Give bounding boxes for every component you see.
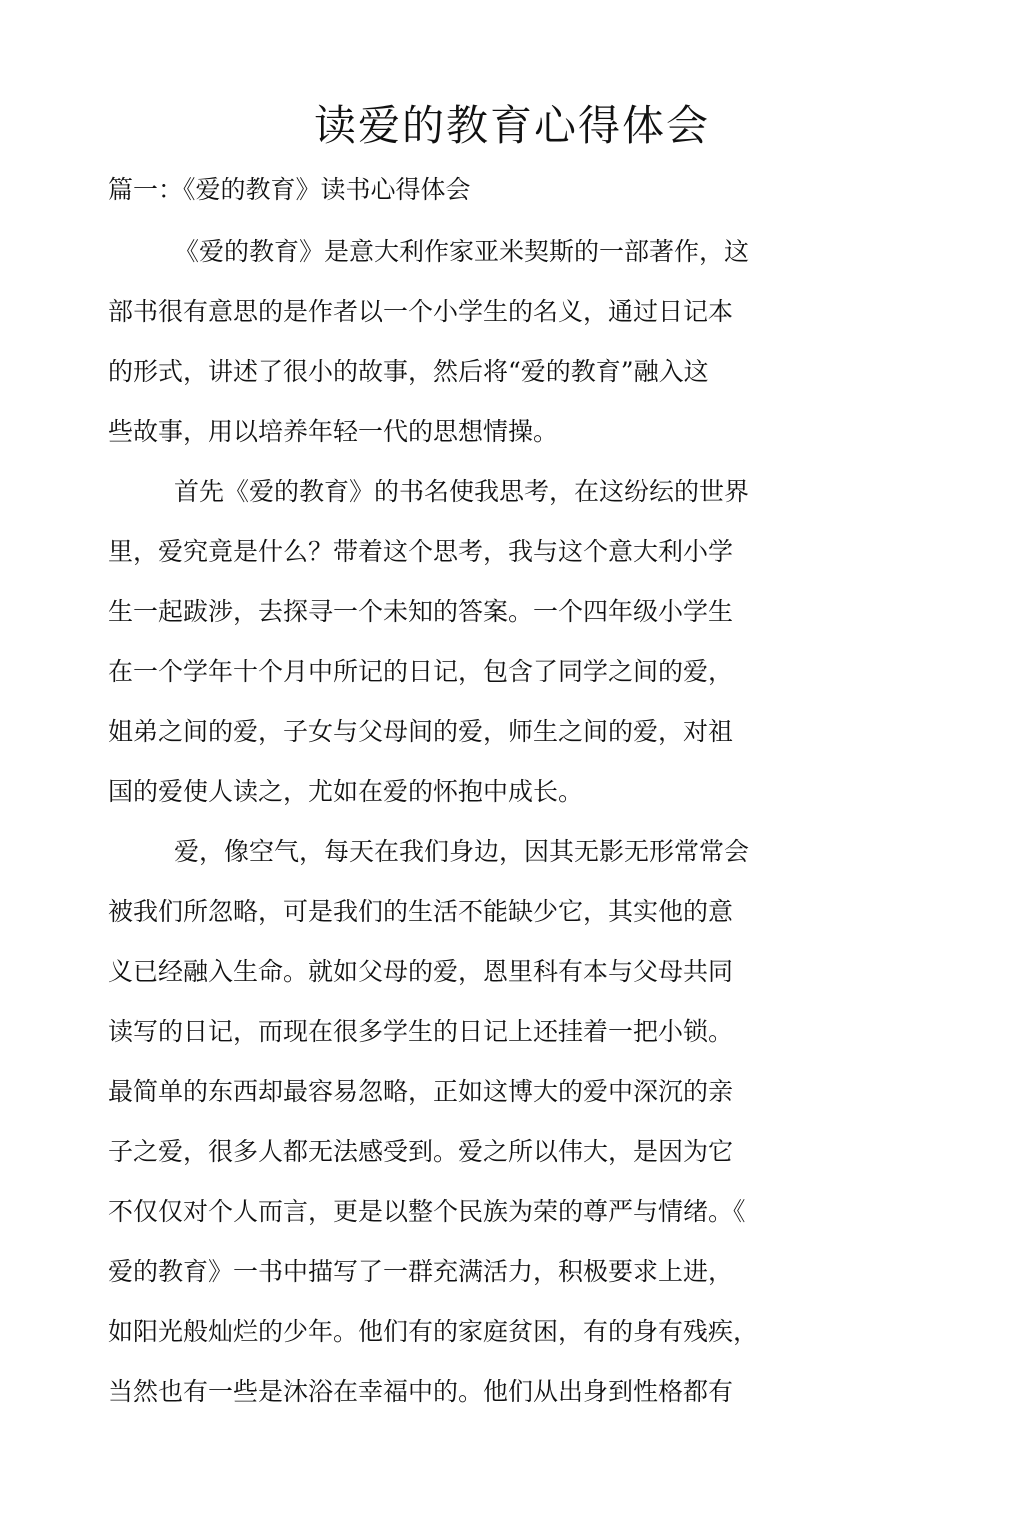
paragraph-2 bbox=[108, 462, 928, 822]
text-line: 部书很有意思的是作者以一个小学生的名义，通过日记本 bbox=[108, 297, 734, 326]
text-line: 《爱的教育》是意大利作家亚米契斯的一部著作，这 bbox=[174, 237, 750, 266]
text-line: 国的爱使人读之，尤如在爱的怀抱中成长。 bbox=[108, 777, 584, 806]
text-line: 子之爱，很多人都无法感受到。爱之所以伟大，是因为它 bbox=[108, 1137, 734, 1166]
text-line: 在一个学年十个月中所记的日记，包含了同学之间的爱， bbox=[108, 657, 734, 686]
text-line: 姐弟之间的爱，子女与父母间的爱，师生之间的爱，对祖 bbox=[108, 717, 734, 746]
paragraph-3 bbox=[108, 822, 928, 1422]
text-line: 的形式，讲述了很小的故事，然后将“爱的教育”融入这 bbox=[108, 357, 709, 386]
text-line: 爱，像空气，每天在我们身边，因其无影无形常常会 bbox=[174, 837, 750, 866]
text-line: 不仅仅对个人而言，更是以整个民族为荣的尊严与情绪。《 bbox=[108, 1197, 746, 1226]
document-title: 读爱的教育心得体会 bbox=[313, 101, 710, 150]
body-text bbox=[108, 222, 928, 1422]
section-heading: 篇一：《爱的教育》读书心得体会 bbox=[108, 175, 471, 204]
text-line: 义已经融入生命。就如父母的爱，恩里科有本与父母共同 bbox=[108, 957, 734, 986]
text-line: 爱的教育》一书中描写了一群充满活力，积极要求上进， bbox=[108, 1257, 734, 1286]
text-line: 最简单的东西却最容易忽略，正如这博大的爱中深沉的亲 bbox=[108, 1077, 734, 1106]
text-line: 如阳光般灿烂的少年。他们有的家庭贫困，有的身有残疾， bbox=[108, 1317, 759, 1346]
text-line: 些故事，用以培养年轻一代的思想情操。 bbox=[108, 417, 559, 446]
paragraph-1 bbox=[108, 222, 928, 462]
text-line: 生一起跋涉，去探寻一个未知的答案。一个四年级小学生 bbox=[108, 597, 734, 626]
text-line: 读写的日记，而现在很多学生的日记上还挂着一把小锁。 bbox=[108, 1017, 734, 1046]
text-line: 被我们所忽略，可是我们的生活不能缺少它，其实他的意 bbox=[108, 897, 734, 926]
text-line: 当然也有一些是沐浴在幸福中的。他们从出身到性格都有 bbox=[108, 1377, 734, 1406]
text-line: 首先《爱的教育》的书名使我思考，在这纷纭的世界 bbox=[174, 477, 750, 506]
text-line: 里，爱究竟是什么？带着这个思考，我与这个意大利小学 bbox=[108, 537, 734, 566]
